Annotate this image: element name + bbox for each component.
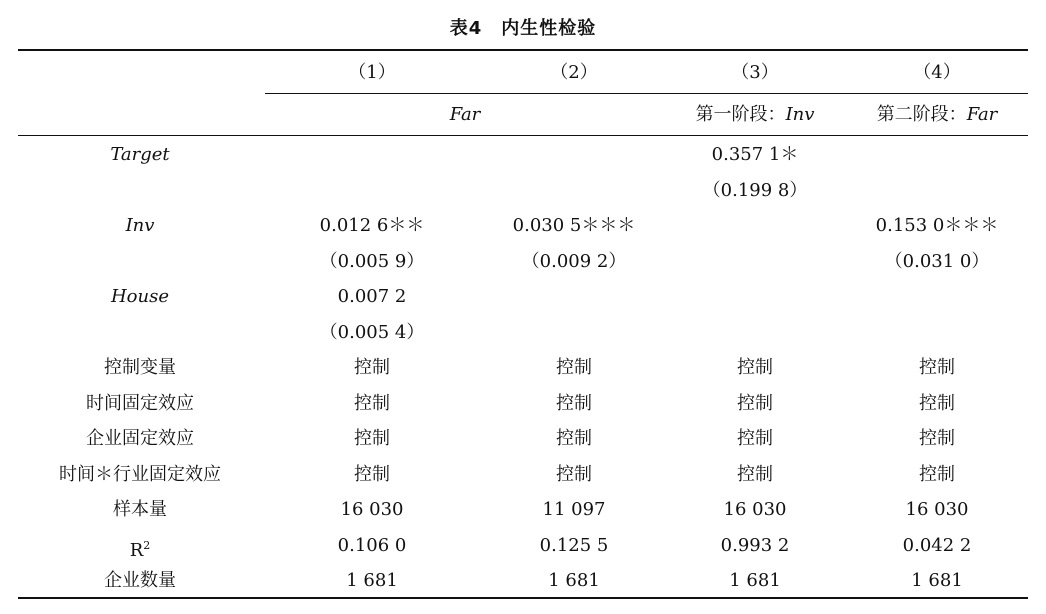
table-cell: 11 097: [542, 499, 606, 520]
table-cell: 16 030: [723, 499, 787, 520]
table-cell: 控制: [556, 392, 592, 414]
table-cell: （0.199 8）: [702, 179, 808, 201]
table-cell: 0.125 5: [539, 534, 609, 556]
table-cell: 控制: [737, 463, 773, 485]
table-cell: [837, 137, 1037, 173]
table-cell: 控制: [919, 463, 955, 485]
col3-var: Inv: [785, 104, 815, 125]
table-cell: [474, 279, 674, 315]
row-label: [40, 315, 240, 351]
col-subheader-4: [837, 97, 1037, 133]
row-label: $R^2$: [129, 538, 151, 561]
col4-stage-label: 第二阶段：: [876, 104, 967, 125]
table-cell: 0.007 2: [337, 286, 407, 307]
col-header-1: （1）: [348, 62, 396, 83]
table-cell: 控制: [737, 428, 773, 449]
group-header-far: Far: [449, 104, 481, 125]
table-cell: 控制: [556, 463, 592, 485]
table-cell: 0.042 2: [902, 534, 972, 556]
table-cell: [272, 137, 472, 173]
table-cell: 控制: [737, 392, 773, 414]
table-cell: 16 030: [905, 499, 969, 520]
table-cell: 0.012 6＊＊: [319, 215, 425, 236]
table-cell: 控制: [556, 357, 592, 378]
row-label: 企业数量: [104, 570, 176, 591]
row-label: 企业固定效应: [86, 428, 194, 449]
row-label: 时间＊行业固定效应: [59, 463, 221, 485]
row-label: [40, 244, 240, 280]
table-cell: [837, 279, 1037, 315]
table-cell: 控制: [737, 357, 773, 378]
col-header-2: （2）: [550, 62, 598, 83]
bottom-rule: [18, 597, 1028, 599]
col-subheader-3: [655, 97, 855, 133]
table-cell: （0.031 0）: [884, 250, 990, 272]
table-cell: 控制: [919, 392, 955, 414]
table-cell: 控制: [919, 428, 955, 449]
row-label: House: [110, 286, 170, 307]
header-mid-rule: [265, 93, 1028, 94]
row-label: 样本量: [113, 499, 167, 520]
table-cell: [837, 173, 1037, 209]
table-cell: 控制: [556, 428, 592, 449]
table-caption: 表4 内生性检验: [449, 18, 597, 39]
table-cell: 0.993 2: [720, 534, 790, 556]
table-cell: [837, 315, 1037, 351]
top-rule: [18, 49, 1028, 51]
table-cell: 控制: [354, 463, 390, 485]
row-label: Inv: [125, 215, 155, 236]
row-label: Target: [110, 144, 170, 165]
col-header-4: （4）: [913, 62, 961, 83]
table-cell: [655, 244, 855, 280]
table-cell: 0.106 0: [337, 534, 407, 556]
col3-stage-label: 第一阶段：: [695, 104, 786, 125]
table-cell: 控制: [354, 357, 390, 378]
row-label: 时间固定效应: [86, 392, 194, 414]
table-cell: 控制: [354, 392, 390, 414]
table-cell: [272, 173, 472, 209]
table-cell: 控制: [354, 428, 390, 449]
table-cell: [655, 208, 855, 244]
col-header-3: （3）: [731, 62, 779, 83]
table-cell: 1 681: [729, 570, 781, 591]
table-cell: 1 681: [911, 570, 963, 591]
table-cell: （0.005 4）: [319, 321, 425, 343]
table-cell: [474, 137, 674, 173]
table-cell: 1 681: [548, 570, 600, 591]
table-cell: 控制: [919, 357, 955, 378]
table-cell: 1 681: [346, 570, 398, 591]
table-cell: [474, 173, 674, 209]
table-cell: 16 030: [340, 499, 404, 520]
table-cell: 0.357 1＊: [711, 144, 799, 165]
table-cell: 0.030 5＊＊＊: [512, 215, 636, 236]
table-cell: [655, 279, 855, 315]
table-cell: （0.005 9）: [319, 250, 425, 272]
table-cell: [474, 315, 674, 351]
table-cell: [655, 315, 855, 351]
col4-var: Far: [966, 104, 998, 125]
table-cell: 0.153 0＊＊＊: [875, 215, 999, 236]
table-cell: （0.009 2）: [521, 250, 627, 272]
header-bottom-rule: [18, 135, 1028, 136]
row-label: [40, 173, 240, 209]
row-label: 控制变量: [104, 357, 176, 378]
